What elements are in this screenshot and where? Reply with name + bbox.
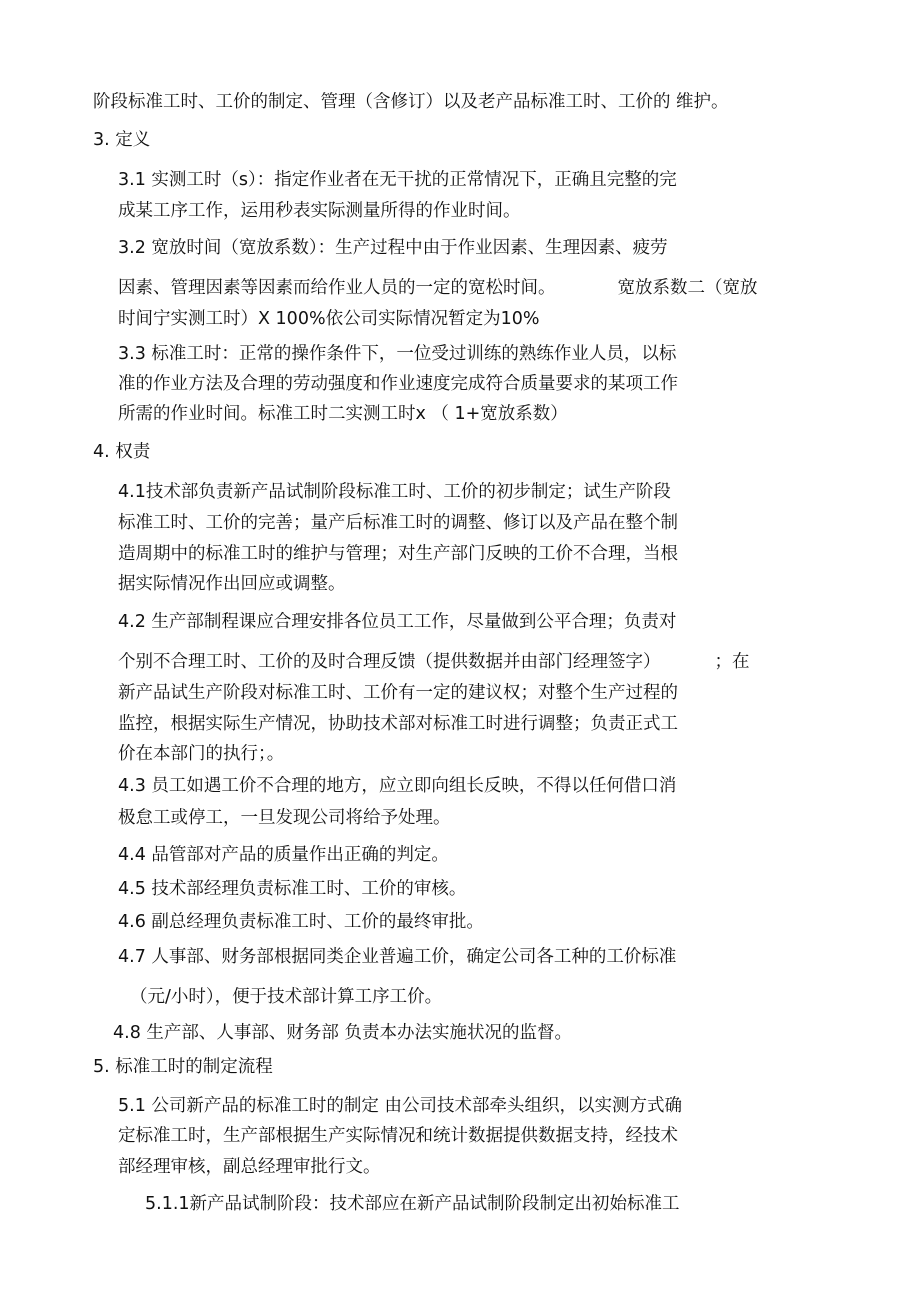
text-line: 4.7 人事部、财务部根据同类企业普遍工价，确定公司各工种的工价标准 [118, 947, 677, 967]
text-line: 阶段标准工时、工价的制定、管理（含修订）以及老产品标准工时、工价的 维护。 [93, 92, 729, 112]
text-line: 4.6 副总经理负责标准工时、工价的最终审批。 [118, 912, 484, 932]
text-line: 4.2 生产部制程课应合理安排各位员工工作，尽量做到公平合理；负责对 [118, 612, 677, 632]
text-line: 3.2 宽放时间（宽放系数）：生产过程中由于作业因素、生理因素、疲劳 [118, 238, 668, 258]
text-line: 价在本部门的执行；。 [118, 744, 285, 764]
section-heading-5: 5. 标准工时的制定流程 [93, 1057, 273, 1077]
text-line: 监控，根据实际生产情况，协助技术部对标准工时进行调整；负责正式工 [118, 714, 678, 734]
text-line [118, 650, 750, 674]
text-line: 5.1.1新产品试制阶段：技术部应在新产品试制阶段制定出初始标准工 [145, 1194, 680, 1214]
text-line: 3.1 实测工时（s）：指定作业者在无干扰的正常情况下，正确且完整的完 [118, 170, 677, 190]
text-line: 据实际情况作出回应或调整。 [118, 574, 346, 594]
text-line: 4.4 品管部对产品的质量作出正确的判定。 [118, 845, 449, 865]
text-fragment: 个别不合理工时、工价的及时合理反馈（提供数据并由部门经理签字） [118, 652, 661, 672]
text-line: 时间宁实测工时）X 100%依公司实际情况暂定为10% [118, 309, 540, 329]
text-line: 部经理审核，副总经理审批行文。 [118, 1157, 381, 1177]
text-line: （元/小时），便于技术部计算工序工价。 [130, 987, 443, 1007]
text-line: 3.3 标准工时：正常的操作条件下，一位受过训练的熟练作业人员，以标 [118, 344, 677, 364]
text-line: 新产品试生产阶段对标准工时、工价有一定的建议权；对整个生产过程的 [118, 683, 678, 703]
text-fragment: ；在 [714, 652, 750, 672]
text-line: 极怠工或停工，一旦发现公司将给予处理。 [118, 808, 451, 828]
section-heading-4: 4. 权责 [93, 442, 151, 462]
text-line: 成某工序工作，运用秒表实际测量所得的作业时间。 [118, 201, 521, 221]
text-line: 4.3 员工如遇工价不合理的地方，应立即向组长反映，不得以任何借口消 [118, 776, 677, 796]
text-line: 5.1 公司新产品的标准工时的制定 由公司技术部牵头组织，以实测方式确 [118, 1096, 682, 1116]
text-line [118, 276, 758, 300]
text-line: 造周期中的标准工时的维护与管理；对生产部门反映的工价不合理，当根 [118, 544, 678, 564]
text-line: 标准工时、工价的完善；量产后标准工时的调整、修订以及产品在整个制 [118, 513, 678, 533]
text-line: 4.1技术部负责新产品试制阶段标准工时、工价的初步制定；试生产阶段 [118, 482, 671, 502]
text-line: 4.8 生产部、人事部、财务部 负责本办法实施状况的监督。 [113, 1023, 572, 1043]
text-line: 4.5 技术部经理负责标准工时、工价的审核。 [118, 879, 467, 899]
section-heading-3: 3. 定义 [93, 130, 151, 150]
text-line: 准的作业方法及合理的劳动强度和作业速度完成符合质量要求的某项工作 [118, 374, 678, 394]
text-fragment: 宽放系数二（宽放 [617, 278, 758, 298]
text-fragment: 因素、管理因素等因素而给作业人员的一定的宽松时间。 [118, 278, 556, 298]
text-line: 定标准工时，生产部根据生产实际情况和统计数据提供数据支持，经技术 [118, 1126, 678, 1146]
text-line: 所需的作业时间。标准工时二实测工时x （ 1+宽放系数） [118, 404, 568, 424]
